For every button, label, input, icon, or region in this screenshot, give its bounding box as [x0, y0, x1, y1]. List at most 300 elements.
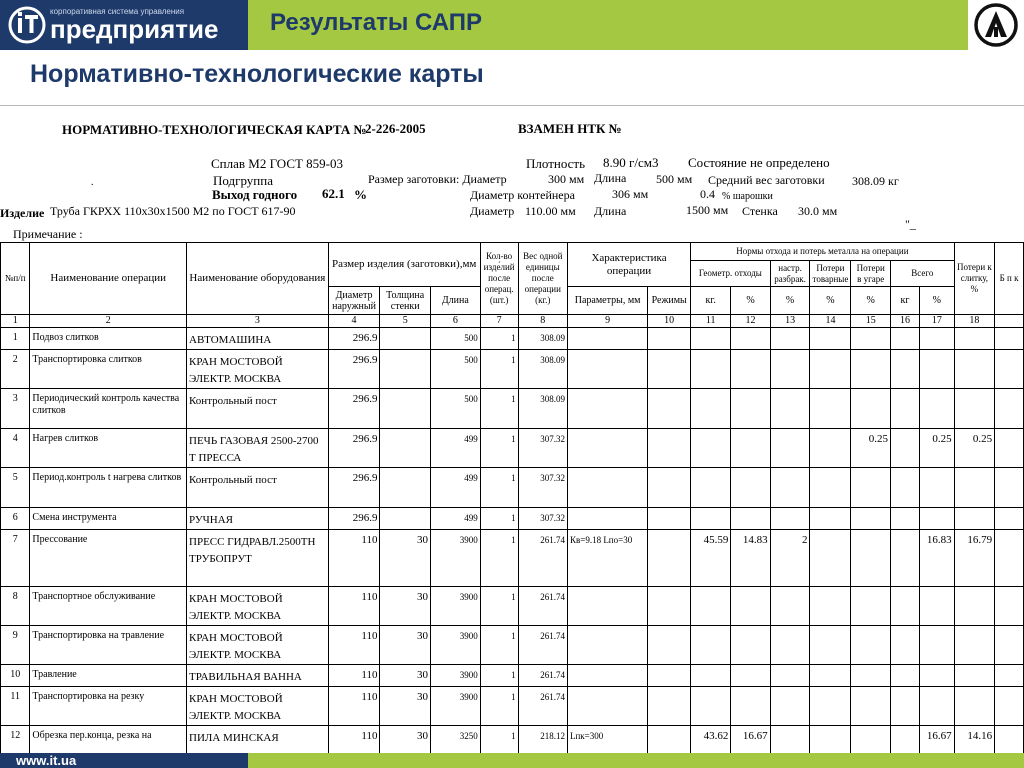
operation-modes	[648, 328, 691, 350]
operation-params	[567, 328, 647, 350]
row-number: 1	[1, 328, 30, 350]
outer-diameter: 296.9	[328, 350, 380, 389]
outer-diameter: 296.9	[328, 508, 380, 530]
unit-weight: 307.32	[518, 468, 567, 508]
row-number: 3	[1, 389, 30, 429]
commercial-loss-pct	[810, 687, 851, 726]
column-number-cell: 8	[518, 315, 567, 328]
wall-thickness: 30	[380, 587, 430, 626]
burn-loss-pct	[851, 687, 891, 726]
operation-name: Транспортировка на резку	[30, 687, 187, 726]
operation-name: Травление	[30, 665, 187, 687]
row-number: 10	[1, 665, 30, 687]
geom-waste-pct	[731, 587, 770, 626]
header-wall: Толщина стенки	[380, 287, 430, 315]
header-bar	[0, 0, 1024, 50]
loss-to-ingot-pct	[954, 687, 994, 726]
geom-waste-pct	[731, 328, 770, 350]
quote-mark: "_	[905, 217, 916, 231]
table-row	[1, 587, 1024, 626]
length-value: 1500 мм	[686, 203, 729, 217]
header-equipment: Наименование оборудования	[187, 243, 329, 315]
yield-unit: %	[354, 187, 367, 202]
loss-to-ingot-pct	[954, 508, 994, 530]
column-number-cell: 14	[810, 315, 851, 328]
operation-modes	[648, 350, 691, 389]
geom-waste-pct	[731, 389, 770, 429]
total-pct	[920, 626, 955, 665]
column-number-cell: 15	[851, 315, 891, 328]
adjust-pct	[770, 665, 810, 687]
total-kg	[890, 687, 919, 726]
total-kg	[890, 429, 919, 468]
column-number-cell	[995, 315, 1024, 328]
footer-left	[0, 753, 248, 768]
extra-cell	[995, 468, 1024, 508]
unit-weight: 261.74	[518, 687, 567, 726]
length: 499	[430, 508, 480, 530]
header-geom-kg: кг.	[691, 287, 731, 315]
operation-modes	[648, 389, 691, 429]
loss-to-ingot-pct	[954, 587, 994, 626]
column-number-cell: 3	[187, 315, 329, 328]
length: 500	[430, 328, 480, 350]
burn-loss-pct	[851, 626, 891, 665]
loss-to-ingot-pct	[954, 389, 994, 429]
total-kg	[890, 468, 919, 508]
header-diameter: Диаметр наружный	[328, 287, 380, 315]
header-burn-loss: Потери в угаре	[851, 261, 891, 287]
unit-weight: 308.09	[518, 328, 567, 350]
operation-params	[567, 508, 647, 530]
wall-thickness	[380, 328, 430, 350]
header-corner	[965, 0, 1024, 50]
outer-diameter: 110	[328, 665, 380, 687]
operation-modes	[648, 530, 691, 587]
header-extra: Б п к	[995, 243, 1024, 315]
column-number-cell: 5	[380, 315, 430, 328]
stray-dot: .	[91, 177, 94, 188]
outer-diameter: 110	[328, 726, 380, 754]
equipment-name: ТРАВИЛЬНАЯ ВАННА	[187, 665, 329, 687]
burn-loss-pct	[851, 468, 891, 508]
quantity: 1	[480, 726, 518, 754]
operation-modes	[648, 626, 691, 665]
loss-to-ingot-pct	[954, 468, 994, 508]
alloy-text: Сплав М2 ГОСТ 859-03	[211, 156, 344, 171]
operation-params	[567, 626, 647, 665]
geom-waste-pct	[731, 626, 770, 665]
total-kg	[890, 508, 919, 530]
row-number: 9	[1, 626, 30, 665]
total-pct: 0.25	[920, 429, 955, 468]
length: 500	[430, 389, 480, 429]
commercial-loss-pct	[810, 468, 851, 508]
wall-thickness	[380, 468, 430, 508]
commercial-loss-pct	[810, 665, 851, 687]
extra-cell	[995, 389, 1024, 429]
header-adjust: настр. разбрак.	[770, 261, 810, 287]
operations-table	[0, 242, 1024, 753]
table-row	[1, 626, 1024, 665]
equipment-name: РУЧНАЯ	[187, 508, 329, 530]
table-row	[1, 687, 1024, 726]
header-total: Всего	[890, 261, 954, 287]
length: 3250	[430, 726, 480, 754]
blank-length-label: Длина	[594, 171, 627, 185]
product-label: Изделие	[0, 206, 45, 220]
quantity: 1	[480, 468, 518, 508]
geom-waste-kg	[691, 468, 731, 508]
wall-thickness	[380, 389, 430, 429]
total-pct	[920, 468, 955, 508]
wall-thickness	[380, 429, 430, 468]
it-logo-icon	[8, 6, 46, 44]
header-burn-pct: %	[851, 287, 891, 315]
header-operation-name: Наименование операции	[30, 243, 187, 315]
equipment-name: КРАН МОСТОВОЙ ЭЛЕКТР. МОСКВА	[187, 587, 329, 626]
operation-params	[567, 350, 647, 389]
column-number-cell: 10	[648, 315, 691, 328]
product-text: Труба ГКРХХ 110x30x1500 М2 по ГОСТ 617-90	[50, 204, 296, 218]
blank-diameter: 300 мм	[548, 172, 585, 186]
state-text: Состояние не определено	[688, 155, 830, 170]
unit-weight: 218.12	[518, 726, 567, 754]
loss-to-ingot-pct	[954, 665, 994, 687]
geom-waste-kg	[691, 350, 731, 389]
total-pct	[920, 687, 955, 726]
geom-waste-pct	[731, 350, 770, 389]
subgroup-label: Подгруппа	[213, 173, 273, 188]
blank-size-label: Размер заготовки: Диаметр	[368, 172, 507, 186]
quantity: 1	[480, 508, 518, 530]
total-kg	[890, 626, 919, 665]
extra-cell	[995, 726, 1024, 754]
header-commercial-loss: Потери товарные	[810, 261, 851, 287]
extra-cell	[995, 626, 1024, 665]
burn-loss-pct	[851, 350, 891, 389]
table-row	[1, 508, 1024, 530]
column-number-cell: 9	[567, 315, 647, 328]
operation-name: Транспортное обслуживание	[30, 587, 187, 626]
operation-name: Периодический контроль качества слитков	[30, 389, 187, 429]
avg-weight-value: 308.09 кг	[852, 174, 899, 188]
logo-wordmark: предприятие	[50, 14, 219, 44]
column-number-cell: 18	[954, 315, 994, 328]
column-number-cell: 2	[30, 315, 187, 328]
adjust-pct	[770, 350, 810, 389]
table-row	[1, 328, 1024, 350]
geom-waste-pct	[731, 429, 770, 468]
extra-cell	[995, 350, 1024, 389]
wall-thickness	[380, 508, 430, 530]
operation-modes	[648, 665, 691, 687]
washer-value: 0.4	[700, 187, 715, 201]
geom-waste-kg	[691, 687, 731, 726]
equipment-name: АВТОМАШИНА	[187, 328, 329, 350]
quantity: 1	[480, 429, 518, 468]
operation-params	[567, 665, 647, 687]
commercial-loss-pct	[810, 530, 851, 587]
wall-thickness: 30	[380, 687, 430, 726]
outer-diameter: 110	[328, 626, 380, 665]
outer-diameter: 296.9	[328, 429, 380, 468]
length: 3900	[430, 687, 480, 726]
burn-loss-pct: 0.25	[851, 429, 891, 468]
header-geom-pct: %	[731, 287, 770, 315]
length: 3900	[430, 530, 480, 587]
container-value: 306 мм	[612, 187, 649, 201]
page-title: Результаты САПР	[270, 9, 483, 36]
footer-url-link[interactable]: www.it.ua	[16, 753, 77, 768]
total-pct	[920, 665, 955, 687]
table-row	[1, 468, 1024, 508]
title-divider	[0, 105, 1024, 106]
operation-params: Кв=9.18 Lпо=30	[567, 530, 647, 587]
brand-emblem-icon	[974, 3, 1018, 47]
equipment-name: КРАН МОСТОВОЙ ЭЛЕКТР. МОСКВА	[187, 687, 329, 726]
total-pct: 16.67	[920, 726, 955, 754]
header-total-kg: кг	[890, 287, 919, 315]
quantity: 1	[480, 389, 518, 429]
unit-weight: 261.74	[518, 665, 567, 687]
extra-cell	[995, 429, 1024, 468]
total-kg	[890, 530, 919, 587]
commercial-loss-pct	[810, 429, 851, 468]
header-norms: Нормы отхода и потерь металла на операции	[691, 243, 955, 261]
burn-loss-pct	[851, 530, 891, 587]
geom-waste-kg: 45.59	[691, 530, 731, 587]
total-kg	[890, 328, 919, 350]
blank-length: 500 мм	[656, 172, 693, 186]
equipment-name: Контрольный пост	[187, 389, 329, 429]
operation-params: Lпк=300	[567, 726, 647, 754]
logo-tagline: корпоративная система управления	[50, 7, 185, 16]
table-row	[1, 350, 1024, 389]
burn-loss-pct	[851, 328, 891, 350]
container-label: Диаметр контейнера	[470, 188, 575, 202]
unit-weight: 308.09	[518, 389, 567, 429]
adjust-pct	[770, 508, 810, 530]
geom-waste-kg	[691, 587, 731, 626]
header-num: №п/п	[1, 243, 30, 315]
note-label: Примечание :	[13, 227, 83, 241]
header-geom-waste: Геометр. отходы	[691, 261, 771, 287]
column-number-cell: 12	[731, 315, 770, 328]
length: 500	[430, 350, 480, 389]
quantity: 1	[480, 328, 518, 350]
total-pct	[920, 328, 955, 350]
quantity: 1	[480, 350, 518, 389]
table-row	[1, 726, 1024, 754]
geom-waste-pct: 16.67	[731, 726, 770, 754]
length: 3900	[430, 665, 480, 687]
unit-weight: 307.32	[518, 508, 567, 530]
wall-thickness: 30	[380, 626, 430, 665]
wall-thickness: 30	[380, 665, 430, 687]
operation-name: Обрезка пер.конца, резка на	[30, 726, 187, 754]
operation-modes	[648, 508, 691, 530]
table-row	[1, 665, 1024, 687]
total-kg	[890, 665, 919, 687]
length: 499	[430, 468, 480, 508]
header-characteristic: Характеристика операции	[567, 243, 690, 287]
adjust-pct	[770, 429, 810, 468]
burn-loss-pct	[851, 587, 891, 626]
burn-loss-pct	[851, 508, 891, 530]
loss-to-ingot-pct	[954, 328, 994, 350]
burn-loss-pct	[851, 665, 891, 687]
adjust-pct	[770, 626, 810, 665]
footer-band	[248, 753, 1024, 768]
geom-waste-kg	[691, 626, 731, 665]
company-logo[interactable]	[0, 0, 248, 50]
header-loss-ingot: Потери к слитку, %	[954, 243, 994, 315]
density-value: 8.90 г/см3	[603, 155, 659, 170]
yield-value: 62.1	[322, 186, 345, 201]
row-number: 8	[1, 587, 30, 626]
loss-to-ingot-pct: 0.25	[954, 429, 994, 468]
row-number: 2	[1, 350, 30, 389]
table-row	[1, 389, 1024, 429]
adjust-pct	[770, 328, 810, 350]
unit-weight: 261.74	[518, 587, 567, 626]
equipment-name: КРАН МОСТОВОЙ ЭЛЕКТР. МОСКВА	[187, 350, 329, 389]
header-size: Размер изделия (заготовки),мм	[328, 243, 480, 287]
equipment-name: Контрольный пост	[187, 468, 329, 508]
equipment-name: КРАН МОСТОВОЙ ЭЛЕКТР. МОСКВА	[187, 626, 329, 665]
operation-name: Период.контроль t нагрева слитков	[30, 468, 187, 508]
operation-name: Прессование	[30, 530, 187, 587]
outer-diameter: 110	[328, 530, 380, 587]
row-number: 11	[1, 687, 30, 726]
row-number: 7	[1, 530, 30, 587]
operation-modes	[648, 726, 691, 754]
equipment-name: ПЕЧЬ ГАЗОВАЯ 2500-2700 Т ПРЕССА	[187, 429, 329, 468]
avg-weight-label: Средний вес заготовки	[708, 173, 825, 187]
total-kg	[890, 389, 919, 429]
adjust-pct	[770, 389, 810, 429]
length-label: Длина	[594, 204, 627, 218]
commercial-loss-pct	[810, 389, 851, 429]
commercial-loss-pct	[810, 328, 851, 350]
quantity: 1	[480, 530, 518, 587]
unit-weight: 261.74	[518, 626, 567, 665]
column-number-cell: 6	[430, 315, 480, 328]
wall-thickness: 30	[380, 530, 430, 587]
loss-to-ingot-pct: 16.79	[954, 530, 994, 587]
operation-params	[567, 468, 647, 508]
adjust-pct: 2	[770, 530, 810, 587]
equipment-name: ПРЕСС ГИДРАВЛ.2500ТН ТРУБОПРУТ	[187, 530, 329, 587]
geom-waste-kg: 43.62	[691, 726, 731, 754]
table-row	[1, 429, 1024, 468]
card-label: НОРМАТИВНО-ТЕХНОЛОГИЧЕСКАЯ КАРТА №	[62, 122, 367, 137]
total-pct	[920, 587, 955, 626]
geom-waste-pct	[731, 687, 770, 726]
quantity: 1	[480, 587, 518, 626]
operation-params	[567, 429, 647, 468]
column-number-cell: 16	[890, 315, 919, 328]
header-params: Параметры, мм	[567, 287, 647, 315]
column-number-cell: 11	[691, 315, 731, 328]
adjust-pct	[770, 587, 810, 626]
header-adjust-pct: %	[770, 287, 810, 315]
operation-name: Подвоз слитков	[30, 328, 187, 350]
quantity: 1	[480, 665, 518, 687]
extra-cell	[995, 328, 1024, 350]
row-number: 5	[1, 468, 30, 508]
operation-params	[567, 587, 647, 626]
unit-weight: 307.32	[518, 429, 567, 468]
adjust-pct	[770, 726, 810, 754]
adjust-pct	[770, 468, 810, 508]
geom-waste-kg	[691, 665, 731, 687]
quantity: 1	[480, 626, 518, 665]
loss-to-ingot-pct	[954, 350, 994, 389]
header-total-pct: %	[920, 287, 955, 315]
adjust-pct	[770, 687, 810, 726]
operation-name: Транспортировка слитков	[30, 350, 187, 389]
washer-label: % шарошки	[722, 191, 773, 202]
section-subtitle: Нормативно-технологические карты	[30, 60, 484, 88]
wall-thickness	[380, 350, 430, 389]
geom-waste-kg	[691, 429, 731, 468]
header-length: Длина	[430, 287, 480, 315]
total-kg	[890, 350, 919, 389]
footer-bar	[0, 753, 1024, 768]
column-number-cell: 4	[328, 315, 380, 328]
geom-waste-kg	[691, 389, 731, 429]
outer-diameter: 296.9	[328, 389, 380, 429]
equipment-name: ПИЛА МИНСКАЯ	[187, 726, 329, 754]
column-number-row	[1, 315, 1024, 328]
extra-cell	[995, 530, 1024, 587]
operation-modes	[648, 429, 691, 468]
row-number: 6	[1, 508, 30, 530]
operation-params	[567, 687, 647, 726]
total-kg	[890, 587, 919, 626]
outer-diameter: 296.9	[328, 328, 380, 350]
operation-name: Транспортировка на травление	[30, 626, 187, 665]
unit-weight: 308.09	[518, 350, 567, 389]
wall-value: 30.0 мм	[798, 204, 838, 218]
unit-weight: 261.74	[518, 530, 567, 587]
burn-loss-pct	[851, 389, 891, 429]
replace-label: ВЗАМЕН НТК №	[518, 121, 622, 136]
total-pct	[920, 389, 955, 429]
total-pct	[920, 350, 955, 389]
commercial-loss-pct	[810, 350, 851, 389]
row-number: 4	[1, 429, 30, 468]
row-number: 12	[1, 726, 30, 754]
commercial-loss-pct	[810, 626, 851, 665]
extra-cell	[995, 687, 1024, 726]
burn-loss-pct	[851, 726, 891, 754]
operation-name: Нагрев слитков	[30, 429, 187, 468]
extra-cell	[995, 587, 1024, 626]
total-pct: 16.83	[920, 530, 955, 587]
geom-waste-kg	[691, 508, 731, 530]
loss-to-ingot-pct: 14.16	[954, 726, 994, 754]
outer-diameter: 110	[328, 587, 380, 626]
length: 3900	[430, 587, 480, 626]
diameter-label: Диаметр	[470, 204, 515, 218]
column-number-cell: 1	[1, 315, 30, 328]
header-quantity: Кол-во изде́лий после операц. (шт.)	[480, 243, 518, 315]
quantity: 1	[480, 687, 518, 726]
header-unit-weight: Вес одной единицы после операции (кг.)	[518, 243, 567, 315]
